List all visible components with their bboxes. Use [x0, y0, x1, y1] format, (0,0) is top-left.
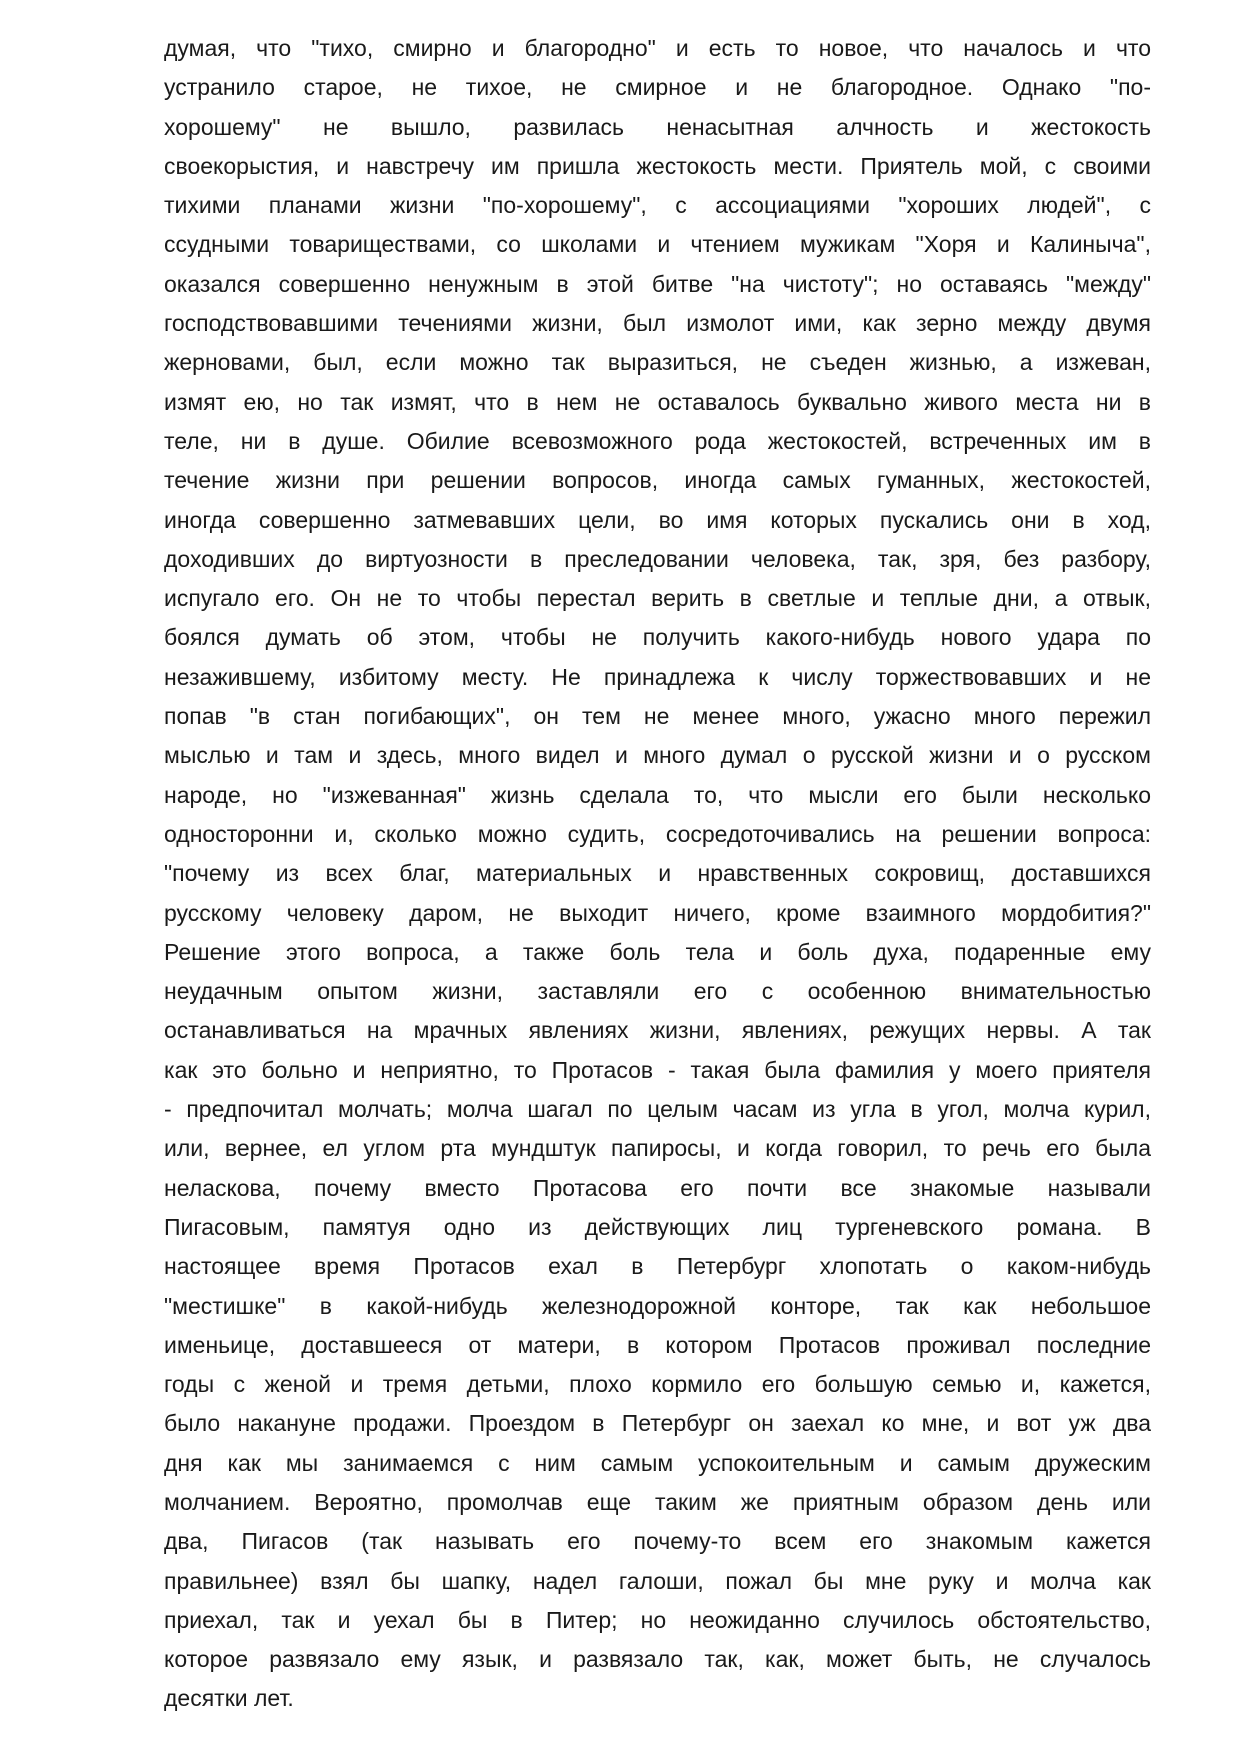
text-line: господствовавшими течениями жизни, был измолот ими, как зерно между двумя	[164, 310, 1151, 337]
text-line: два, Пигасов (так называть его почему-то всем его знакомым кажется	[164, 1528, 1151, 1555]
text-line: народе, но "изжеванная" жизнь сделала то, что мысли его были несколько	[164, 781, 1151, 808]
text-line: односторонни и, сколько можно судить, сосредоточивались на решении вопроса:	[164, 820, 1151, 847]
text-line: испугало его. Он не то чтобы перестал верить в светлые и теплые дни, а отвык,	[164, 585, 1151, 612]
text-line: - предпочитал молчать; молча шагал по целым часам из угла в угол, молча курил,	[164, 1096, 1151, 1123]
text-line: которое развязало ему язык, и развязало так, как, может быть, не случалось	[164, 1646, 1151, 1673]
text-line: течение жизни при решении вопросов, иногда самых гуманных, жестокостей,	[164, 467, 1151, 494]
text-line: неудачным опытом жизни, заставляли его с особенною внимательностью	[164, 978, 1151, 1005]
text-line: попав "в стан погибающих", он тем не менее много, ужасно много пережил	[164, 703, 1151, 730]
text-line: или, вернее, ел углом рта мундштук папиросы, и когда говорил, то речь его была	[164, 1135, 1151, 1162]
text-line: русскому человеку даром, не выходит ничего, кроме взаимного мордобития?"	[164, 899, 1151, 926]
text-line: ссудными товариществами, со школами и чтением мужикам "Хоря и Калиныча",	[164, 231, 1151, 258]
body-text	[164, 29, 1151, 1719]
text-line: иногда совершенно затмевавших цели, во имя которых пускались они в ход,	[164, 506, 1151, 533]
text-line: годы с женой и тремя детьми, плохо кормило его большую семью и, кажется,	[164, 1371, 1151, 1398]
text-line: настоящее время Протасов ехал в Петербург хлопотать о каком-нибудь	[164, 1253, 1151, 1280]
text-line: оказался совершенно ненужным в этой битве "на чистоту"; но оставаясь "между"	[164, 270, 1151, 297]
text-line: жерновами, был, если можно так выразиться, не съеден жизнью, а изжеван,	[164, 349, 1151, 376]
text-line: приехал, так и уехал бы в Питер; но неожиданно случилось обстоятельство,	[164, 1606, 1151, 1633]
text-line: неласкова, почему вместо Протасова его почти все знакомые называли	[164, 1174, 1151, 1201]
text-line: Пигасовым, памятуя одно из действующих лиц тургеневского романа. В	[164, 1213, 1151, 1240]
text-line: измят ею, но так измят, что в нем не оставалось буквально живого места ни в	[164, 388, 1151, 415]
text-line: незажившему, избитому месту. Не принадлежа к числу торжествовавших и не	[164, 663, 1151, 690]
text-line: теле, ни в душе. Обилие всевозможного рода жестокостей, встреченных им в	[164, 427, 1151, 454]
text-line: "местишке" в какой-нибудь железнодорожной конторе, так как небольшое	[164, 1292, 1151, 1319]
text-line: десятки лет.	[164, 1685, 294, 1712]
text-line: было накануне продажи. Проездом в Петербург он заехал ко мне, и вот уж два	[164, 1410, 1151, 1437]
text-line: Решение этого вопроса, а также боль тела и боль духа, подаренные ему	[164, 938, 1151, 965]
text-line: боялся думать об этом, чтобы не получить какого-нибудь нового удара по	[164, 624, 1151, 651]
text-line: мыслью и там и здесь, много видел и много думал о русской жизни и о русском	[164, 742, 1151, 769]
text-line: тихими планами жизни "по-хорошему", с ассоциациями "хороших людей", с	[164, 192, 1151, 219]
text-line: правильнее) взял бы шапку, надел галоши, пожал бы мне руку и молча как	[164, 1567, 1151, 1594]
text-line: дня как мы занимаемся с ним самым успокоительным и самым дружеским	[164, 1449, 1151, 1476]
text-line: как это больно и неприятно, то Протасов - такая была фамилия у моего приятеля	[164, 1056, 1151, 1083]
text-line: молчанием. Вероятно, промолчав еще таким же приятным образом день или	[164, 1488, 1151, 1515]
text-line: думая, что "тихо, смирно и благородно" и есть то новое, что началось и что	[164, 35, 1151, 61]
text-line: устранило старое, не тихое, не смирное и не благородное. Однако "по-	[164, 74, 1151, 101]
text-line: доходивших до виртуозности в преследовании человека, так, зря, без разбору,	[164, 545, 1151, 572]
text-line: "почему из всех благ, материальных и нравственных сокровищ, доставшихся	[164, 860, 1151, 887]
text-line: останавливаться на мрачных явлениях жизни, явлениях, режущих нервы. А так	[164, 1017, 1151, 1044]
text-line: своекорыстия, и навстречу им пришла жестокость мести. Приятель мой, с своими	[164, 152, 1151, 179]
text-line: именьице, доставшееся от матери, в котором Протасов проживал последние	[164, 1331, 1151, 1358]
text-line: хорошему" не вышло, развилась ненасытная алчность и жестокость	[164, 113, 1151, 140]
